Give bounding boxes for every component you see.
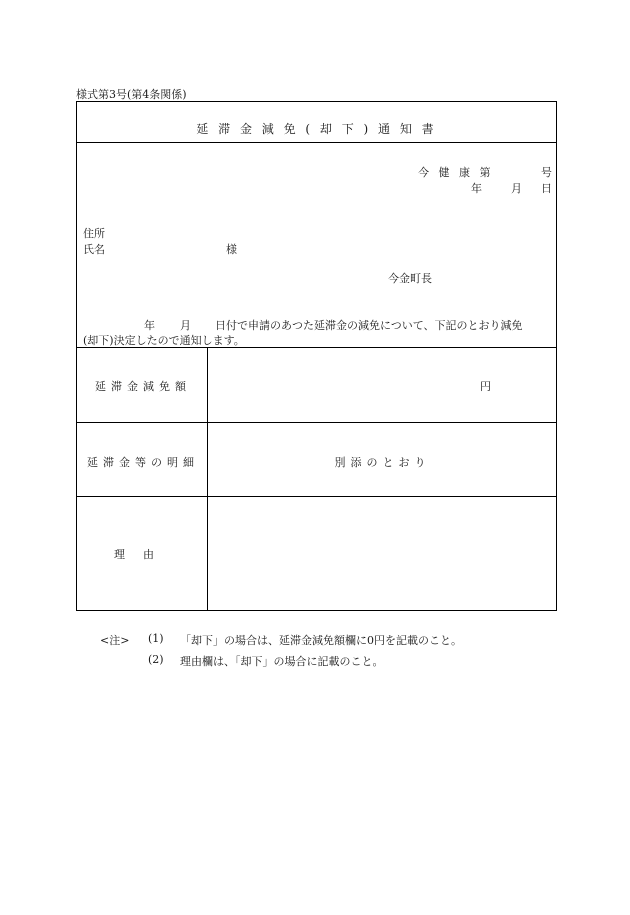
issuer-name: 今金町長	[388, 272, 432, 285]
issue-date-day: 日	[541, 182, 552, 195]
title-divider	[77, 142, 556, 143]
reason-label: 理由	[114, 548, 172, 561]
reference-number-prefix: 今 健 康 第	[418, 166, 494, 179]
body-text-line-1: 日付で申請のあつた延滞金の減免について、下記のとおり減免	[215, 319, 523, 332]
name-label: 氏名	[83, 243, 105, 256]
address-label: 住所	[83, 227, 105, 240]
issue-date-month: 月	[511, 182, 522, 195]
application-date-month: 月	[180, 319, 191, 332]
form-number-label: 様式第3号(第4条関係)	[76, 88, 187, 101]
row-divider-2	[77, 496, 556, 497]
honorific: 様	[226, 243, 237, 256]
body-text-line-2: (却下)決定したので通知します。	[83, 334, 245, 347]
row-divider-1	[77, 422, 556, 423]
reduction-amount-label: 延滞金減免額	[95, 380, 191, 393]
table-column-divider	[207, 347, 208, 610]
application-date-year: 年	[144, 319, 155, 332]
note-2-text: 理由欄は、「却下」の場合に記載のこと。	[180, 655, 384, 668]
reference-number-suffix: 号	[541, 166, 552, 179]
details-value: 別添のとおり	[334, 456, 431, 469]
form-title: 延 滞 金 減 免 ( 却 下 ) 通 知 書	[196, 122, 437, 136]
issue-date-year: 年	[471, 182, 482, 195]
details-label: 延滞金等の明細	[87, 456, 199, 469]
notice-form	[76, 101, 557, 611]
note-2-number: (2)	[148, 653, 164, 666]
table-top-border	[77, 347, 556, 348]
note-1-text: 「却下」の場合は、延滞金減免額欄に0円を記載のこと。	[180, 634, 462, 647]
notes-heading: <注>	[100, 634, 130, 647]
reduction-amount-unit: 円	[480, 380, 491, 393]
note-1-number: (1)	[148, 632, 164, 645]
